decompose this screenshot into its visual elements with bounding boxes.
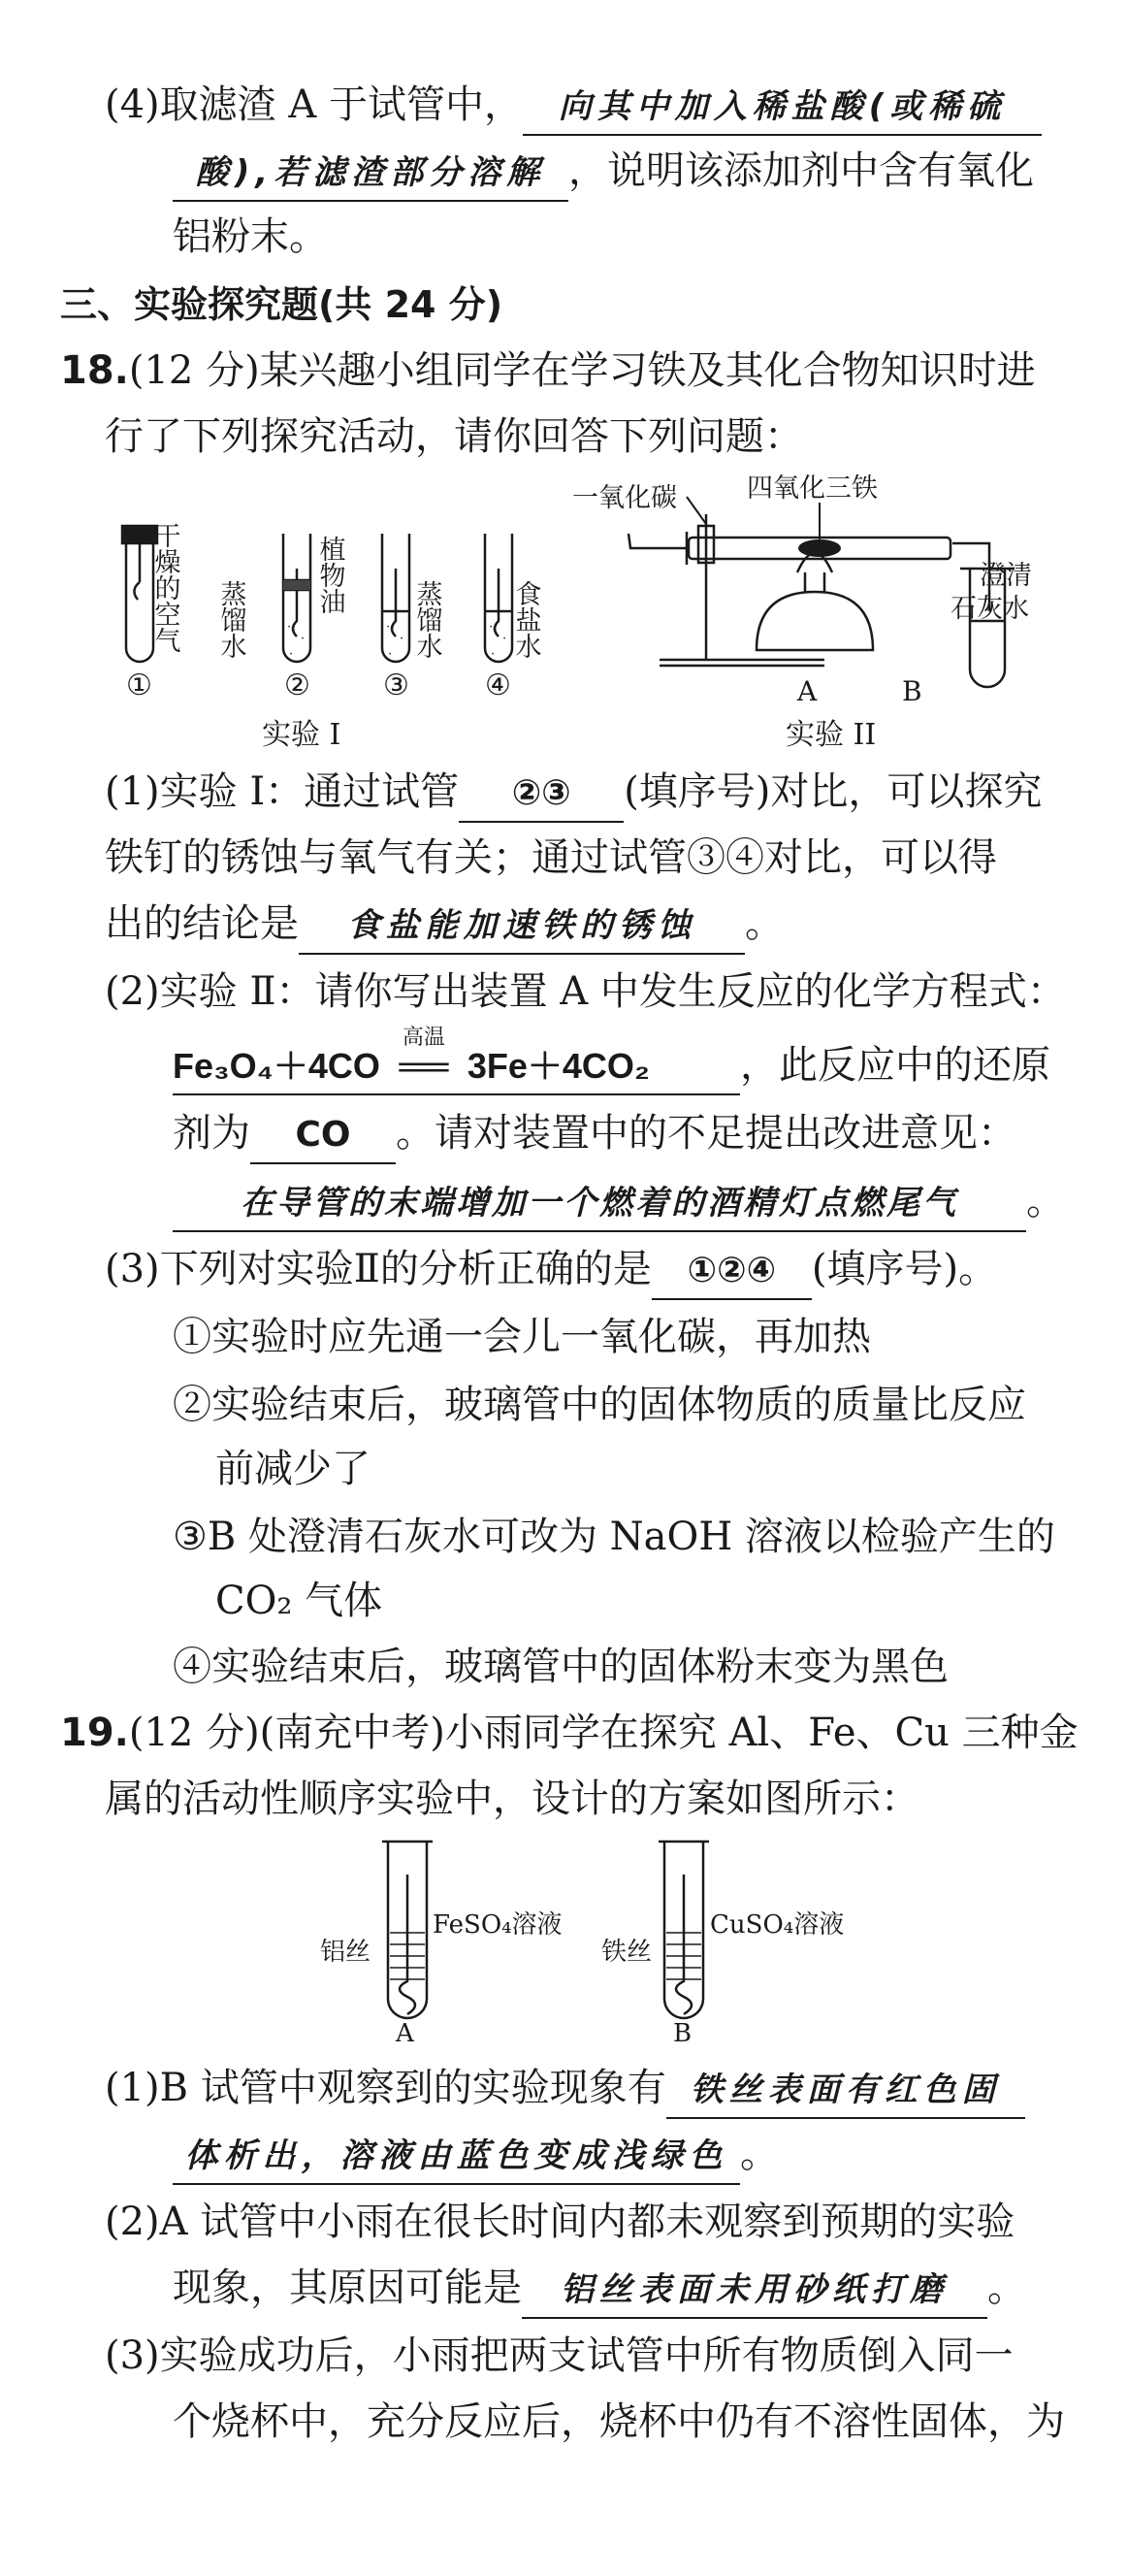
fig1-label-water-2: 蒸馏水: [215, 580, 246, 659]
q18-p1-text-a: (1)实验 Ⅰ：通过试管: [105, 769, 460, 814]
q17-part4-prefix: (4)取滤渣 A 于试管中，: [105, 82, 523, 127]
q19-p1-line2: [173, 2127, 779, 2185]
q18-equation: [173, 1025, 740, 1095]
q19-p2-answer: 铝丝表面未用砂纸打磨: [522, 2263, 987, 2319]
q18-p1-line1: [105, 765, 1042, 823]
q18-p2-text-e: 。: [1026, 1179, 1065, 1223]
q18-option-1: ①实验时应先通一会儿一氧化碳，再加热: [173, 1315, 871, 1359]
q19-stem-a: (12 分)(南充中考)小雨同学在探究 Al、Fe、Cu 三种金: [128, 1711, 1079, 1755]
fig2-label-co: 一氧化碳: [572, 483, 677, 513]
svg-text:·: ·: [388, 647, 393, 662]
fig1-label-dry-air: 干燥的空气: [149, 522, 180, 653]
fig1-num-4: ④: [485, 668, 511, 702]
q19-fig-sol-b: CuSO₄溶液: [710, 1910, 845, 1940]
q17-part4-answer-a: 向其中加入稀盐酸(或稀硫: [523, 80, 1042, 136]
q19-stem-line2: 属的活动性顺序实验中，设计的方案如图所示：: [105, 1777, 919, 1821]
q18-option-2a: ②实验结束后，玻璃管中的固体物质的质量比反应: [173, 1383, 1026, 1427]
fig2-label-a: A: [797, 675, 818, 707]
q18-p2-line4: [173, 1174, 1065, 1232]
q17-part4-line3: 铝粉末。: [173, 214, 328, 259]
q18-p2-text-b: ，此反应中的还原: [740, 1043, 1050, 1088]
q19-p1-text-b: 。: [740, 2132, 779, 2176]
q19-fig-sol-a: FeSO₄溶液: [433, 1910, 563, 1940]
svg-text:·: ·: [491, 647, 496, 662]
section-title: 三、实验探究题(共 24 分): [60, 283, 503, 326]
equation-condition: 高温: [402, 1025, 445, 1049]
svg-text:·: ·: [489, 620, 494, 635]
fig1-label-water-3: 蒸馏水: [411, 580, 442, 659]
q17-part4-line2: [173, 144, 1034, 202]
fig1-num-3: ③: [383, 668, 409, 702]
q18-stem-line1: [60, 343, 1036, 398]
experiment-2-figure: [572, 473, 1032, 718]
q19-p1-line1: [105, 2061, 1025, 2119]
q18-p3-text-b: (填序号)。: [811, 1247, 998, 1291]
fig1-num-2: ②: [284, 668, 310, 702]
q19-figure: [320, 1836, 863, 2049]
fig2-label-limewater-a: 澄清: [980, 561, 1032, 591]
q19-p2-line1: (2)A 试管中小雨在很长时间内都未观察到预期的实验: [105, 2200, 1015, 2244]
q18-p3-text-a: (3)下列对实验Ⅱ的分析正确的是: [105, 1247, 652, 1291]
svg-text:·: ·: [301, 632, 306, 646]
equation-arrow: 高温 ══: [380, 1039, 467, 1093]
fig1-label-oil: 植物油: [314, 536, 345, 614]
fig1-label-salt: 食盐水: [510, 580, 541, 659]
q19-p1-answer-b: 体析出，溶液由蓝色变成浅绿色: [173, 2129, 740, 2185]
fig2-label-limewater-b: 石灰水: [951, 594, 1029, 624]
equation-right: 3Fe＋4CO₂: [467, 1046, 650, 1086]
q19-fig-wire-a: 铝丝: [320, 1938, 371, 1967]
q18-p2-text-d: 。请对装置中的不足提出改进意见：: [396, 1111, 1016, 1156]
q18-p2-answer-reductant: CO: [250, 1108, 396, 1164]
q18-option-3a: ③B 处澄清石灰水可改为 NaOH 溶液以检验产生的: [173, 1515, 1055, 1559]
q18-option-3b: CO₂ 气体: [215, 1579, 383, 1623]
q18-p3-line1: [105, 1242, 997, 1300]
q18-p1-text-b: (填序号)对比，可以探究: [624, 769, 1043, 814]
q18-p2-line2: [173, 1025, 1050, 1095]
q19-p2-text-c: 。: [987, 2266, 1026, 2310]
fig1-num-1: ①: [126, 668, 152, 702]
q18-p1-text-d: 出的结论是: [105, 901, 299, 946]
q19-p3-line1: (3)实验成功后，小雨把两支试管中所有物质倒入同一: [105, 2333, 1014, 2378]
q18-stem-a: (12 分)某兴趣小组同学在学习铁及其化合物知识时进: [128, 348, 1036, 393]
q19-fig-wire-b: 铁丝: [601, 1938, 653, 1967]
q19-fig-label-b: B: [673, 2019, 693, 2048]
q18-stem-line2: 行了下列探究活动，请你回答下列问题：: [105, 414, 803, 459]
svg-text:·: ·: [289, 647, 294, 662]
alcohol-burner: [757, 592, 873, 650]
q19-p2-line2: [173, 2261, 1026, 2319]
q18-p1-line3: [105, 897, 784, 955]
q18-p1-answer-2: 食盐能加速铁的锈蚀: [299, 898, 745, 955]
svg-text:·: ·: [386, 620, 391, 635]
q18-option-4: ④实验结束后，玻璃管中的固体粉末变为黑色: [173, 1645, 949, 1689]
fig2-caption: 实验 II: [786, 718, 877, 752]
q18-p1-text-e: 。: [745, 901, 784, 946]
q17-part4-suffix: ，说明该添加剂中含有氧化: [568, 148, 1034, 193]
q19-stem-line1: [60, 1706, 1079, 1760]
q18-p1-answer-1: ②③: [459, 766, 624, 823]
q17-part4-answer-b: 酸),若滤渣部分溶解: [173, 146, 568, 202]
q19-number: 19.: [60, 1711, 129, 1755]
fig2-label-b: B: [902, 675, 922, 707]
q18-p2-line1: (2)实验 Ⅱ：请你写出装置 A 中发生反应的化学方程式：: [105, 969, 1066, 1014]
q17-part4-line1: [105, 78, 1042, 136]
q19-p3-line2: 个烧杯中，充分反应后，烧杯中仍有不溶性固体，为: [173, 2399, 1065, 2444]
q19-fig-label-a: A: [396, 2019, 414, 2048]
q18-p3-answer: ①②④: [652, 1244, 812, 1300]
q18-p2-line3: [173, 1106, 1016, 1164]
q18-p1-line2: 铁钉的锈蚀与氧气有关；通过试管③④对比，可以得: [105, 835, 997, 880]
q18-number: 18.: [60, 348, 129, 393]
svg-text:·: ·: [502, 632, 507, 646]
fig2-label-fe3o4: 四氧化三铁: [747, 473, 878, 504]
svg-text:·: ·: [287, 620, 292, 635]
q18-p2-text-c: 剂为: [173, 1111, 250, 1156]
q19-p1-answer-a: 铁丝表面有红色固: [666, 2063, 1025, 2119]
q18-p2-answer-improve: 在导管的末端增加一个燃着的酒精灯点燃尾气: [173, 1176, 1026, 1232]
fig1-caption: 实验 I: [262, 718, 341, 752]
q19-p1-text-a: (1)B 试管中观察到的实验现象有: [105, 2066, 666, 2110]
q19-p2-text-b: 现象，其原因可能是: [173, 2266, 522, 2310]
q18-option-2b: 前减少了: [215, 1447, 371, 1491]
equation-left: Fe₃O₄＋4CO: [173, 1046, 380, 1086]
svg-text:·: ·: [400, 632, 404, 646]
